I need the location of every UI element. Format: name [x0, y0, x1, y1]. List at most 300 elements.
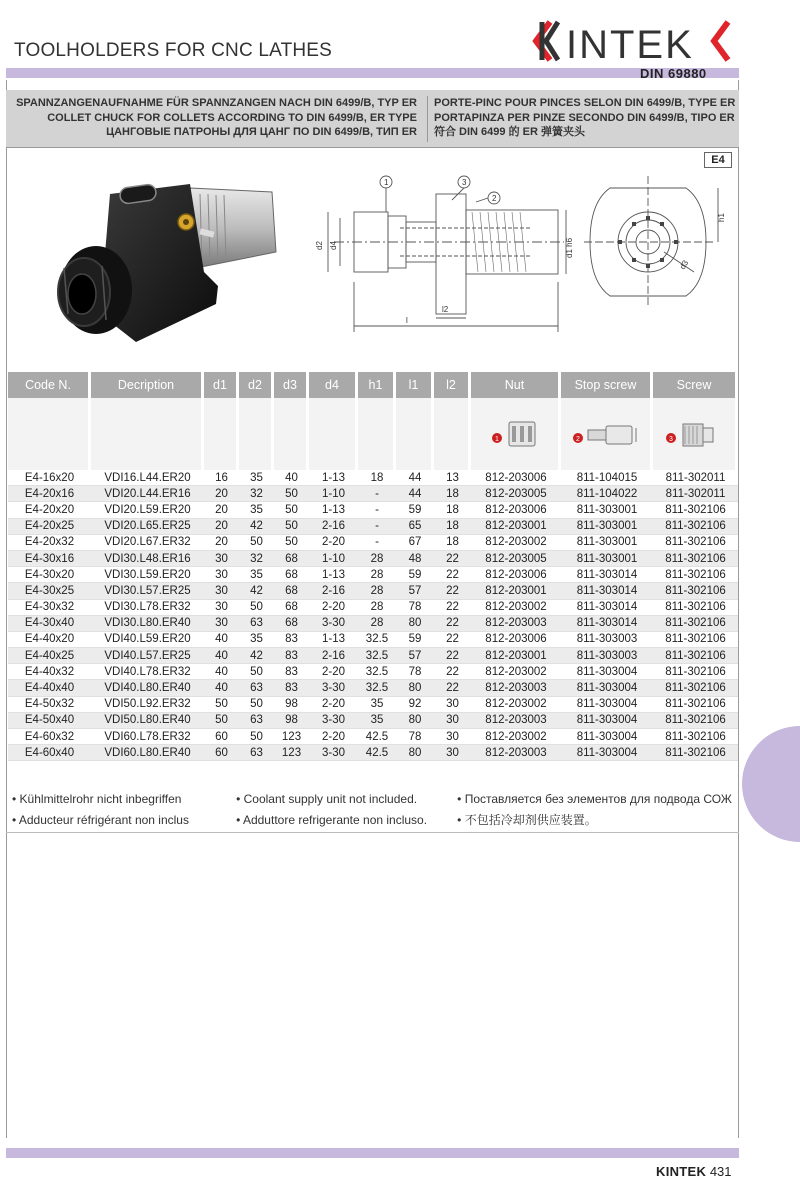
cell-d3: 83 [274, 680, 309, 696]
callout-3: 3 [462, 178, 467, 187]
parts-image-row [8, 398, 738, 470]
cell-nut: 812-203005 [471, 486, 561, 502]
cell-code: E4-30x40 [8, 616, 91, 632]
cell-l1: 80 [396, 616, 434, 632]
cell-code: E4-30x16 [8, 551, 91, 567]
side-section-tab[interactable] [742, 726, 800, 842]
cell-d1: 50 [204, 697, 239, 713]
table-row [8, 502, 738, 518]
cell-h1: - [358, 535, 396, 551]
top-accent-band [6, 68, 739, 78]
callout-2: 2 [492, 194, 497, 203]
cell-stop-screw: 811-303001 [561, 551, 653, 567]
cell-d1: 20 [204, 519, 239, 535]
table-row [8, 713, 738, 729]
cell-nut: 812-203006 [471, 502, 561, 518]
cell-d1: 16 [204, 470, 239, 486]
cell-d4: 3-30 [309, 680, 358, 696]
cell-screw: 811-302106 [653, 648, 738, 664]
cell-nut: 812-203002 [471, 535, 561, 551]
cell-d4: 2-20 [309, 729, 358, 745]
cell-d1: 60 [204, 729, 239, 745]
section-tag: E4 [704, 152, 732, 168]
cell-stop-screw: 811-303004 [561, 713, 653, 729]
description-it: PORTAPINZA PER PINZE SECONDO DIN 6499/B, TIPO ER [434, 111, 735, 124]
table-row [8, 551, 738, 567]
dim-l2: l2 [442, 305, 449, 314]
table-row [8, 664, 738, 680]
nut-part-image [485, 416, 545, 450]
cell-d3: 123 [274, 729, 309, 745]
cell-description: VDI40.L80.ER40 [91, 680, 204, 696]
cell-screw: 811-302106 [653, 600, 738, 616]
cell-screw: 811-302106 [653, 502, 738, 518]
table-row [8, 632, 738, 648]
cell-d4: 2-20 [309, 600, 358, 616]
cell-description: VDI40.L57.ER25 [91, 648, 204, 664]
cell-code: E4-60x32 [8, 729, 91, 745]
cell-screw: 811-302106 [653, 632, 738, 648]
cell-stop-screw: 811-303001 [561, 502, 653, 518]
cell-nut: 812-203006 [471, 470, 561, 486]
cell-stop-screw: 811-303004 [561, 729, 653, 745]
cell-screw: 811-302106 [653, 745, 738, 761]
col-screw: Screw [653, 372, 738, 398]
marker-1-label: 1 [494, 435, 499, 443]
col-d2: d2 [239, 372, 274, 398]
cell-description: VDI20.L44.ER16 [91, 486, 204, 502]
cell-screw: 811-302106 [653, 616, 738, 632]
cell-stop-screw: 811-303014 [561, 567, 653, 583]
cell-d4: 1-10 [309, 551, 358, 567]
cell-l1: 44 [396, 470, 434, 486]
cell-code: E4-50x40 [8, 713, 91, 729]
cell-code: E4-16x20 [8, 470, 91, 486]
dim-h1: h1 [717, 213, 726, 222]
cell-description: VDI20.L59.ER20 [91, 502, 204, 518]
cell-l2: 30 [434, 697, 471, 713]
cell-l2: 13 [434, 470, 471, 486]
cell-l1: 57 [396, 648, 434, 664]
cell-l2: 18 [434, 519, 471, 535]
cell-d2: 42 [239, 583, 274, 599]
table-row [8, 616, 738, 632]
cell-description: VDI30.L78.ER32 [91, 600, 204, 616]
cell-stop-screw: 811-303004 [561, 664, 653, 680]
cell-stop-screw: 811-303014 [561, 616, 653, 632]
cell-l1: 65 [396, 519, 434, 535]
cell-h1: - [358, 519, 396, 535]
cell-stop-screw: 811-303014 [561, 600, 653, 616]
cell-stop-screw: 811-303004 [561, 697, 653, 713]
cell-h1: 32.5 [358, 664, 396, 680]
cell-description: VDI30.L57.ER25 [91, 583, 204, 599]
notes-row-1 [12, 788, 736, 809]
cell-d3: 83 [274, 648, 309, 664]
cell-nut: 812-203006 [471, 567, 561, 583]
cell-code: E4-30x32 [8, 600, 91, 616]
cell-screw: 811-302106 [653, 713, 738, 729]
cell-d1: 40 [204, 664, 239, 680]
table-header-row [8, 372, 738, 398]
cell-description: VDI16.L44.ER20 [91, 470, 204, 486]
cell-l2: 30 [434, 713, 471, 729]
cell-d2: 35 [239, 632, 274, 648]
cell-d1: 30 [204, 583, 239, 599]
kintek-logo [532, 18, 732, 64]
cell-code: E4-20x20 [8, 502, 91, 518]
cell-code: E4-50x32 [8, 697, 91, 713]
table-row [8, 567, 738, 583]
cell-d3: 83 [274, 664, 309, 680]
cell-l2: 22 [434, 567, 471, 583]
cell-d3: 68 [274, 616, 309, 632]
dim-d3: d3 [677, 258, 691, 271]
cell-l1: 67 [396, 535, 434, 551]
cell-d4: 2-20 [309, 697, 358, 713]
cell-screw: 811-302106 [653, 551, 738, 567]
col-d4: d4 [309, 372, 358, 398]
stop-screw-part-image [566, 416, 646, 450]
description-divider [427, 96, 428, 142]
marker-3-label: 3 [669, 435, 673, 443]
cell-stop-screw: 811-104015 [561, 470, 653, 486]
cell-stop-screw: 811-303003 [561, 648, 653, 664]
spec-table-grid [8, 372, 738, 761]
dim-l: l [406, 316, 408, 325]
cell-l1: 92 [396, 697, 434, 713]
description-header [6, 90, 739, 148]
col-l2: l2 [434, 372, 471, 398]
cell-l2: 22 [434, 648, 471, 664]
cell-d4: 2-20 [309, 535, 358, 551]
cell-nut: 812-203001 [471, 648, 561, 664]
cell-screw: 811-302106 [653, 664, 738, 680]
cell-l2: 18 [434, 486, 471, 502]
note-de: • Kühlmittelrohr nicht inbegriffen [12, 791, 182, 806]
cell-d2: 63 [239, 680, 274, 696]
table-row [8, 600, 738, 616]
cell-l2: 30 [434, 729, 471, 745]
cell-stop-screw: 811-303004 [561, 680, 653, 696]
cell-screw: 811-302106 [653, 697, 738, 713]
nut-part-cell [471, 398, 561, 470]
cell-description: VDI50.L80.ER40 [91, 713, 204, 729]
note-zh: • 不包括冷却剂供应装置。 [457, 813, 597, 827]
cell-h1: 28 [358, 583, 396, 599]
cell-nut: 812-203001 [471, 583, 561, 599]
cell-d3: 50 [274, 519, 309, 535]
cell-stop-screw: 811-303004 [561, 745, 653, 761]
cell-stop-screw: 811-303014 [561, 583, 653, 599]
cell-l2: 22 [434, 600, 471, 616]
cell-nut: 812-203002 [471, 600, 561, 616]
cell-d1: 40 [204, 648, 239, 664]
cell-d3: 123 [274, 745, 309, 761]
cell-d1: 40 [204, 680, 239, 696]
col-d3: d3 [274, 372, 309, 398]
table-row [8, 648, 738, 664]
cell-code: E4-40x40 [8, 680, 91, 696]
cell-nut: 812-203003 [471, 680, 561, 696]
cell-d2: 50 [239, 600, 274, 616]
cell-d4: 1-10 [309, 486, 358, 502]
cell-nut: 812-203003 [471, 713, 561, 729]
col-description: Decription [91, 372, 204, 398]
table-row [8, 486, 738, 502]
table-row [8, 697, 738, 713]
col-stop-screw: Stop screw [561, 372, 653, 398]
cell-description: VDI20.L67.ER32 [91, 535, 204, 551]
cell-l2: 22 [434, 680, 471, 696]
cell-d2: 32 [239, 551, 274, 567]
cell-nut: 812-203003 [471, 745, 561, 761]
cell-description: VDI20.L65.ER25 [91, 519, 204, 535]
dim-d4: d4 [329, 241, 338, 250]
cell-l1: 78 [396, 729, 434, 745]
cell-d4: 2-16 [309, 519, 358, 535]
cell-d1: 40 [204, 632, 239, 648]
cell-d3: 68 [274, 583, 309, 599]
cell-description: VDI30.L59.ER20 [91, 567, 204, 583]
toolholder-photo [40, 164, 300, 364]
cell-h1: - [358, 502, 396, 518]
cell-h1: - [358, 486, 396, 502]
svg-text:INTEK: INTEK [566, 23, 694, 64]
cell-screw: 811-302011 [653, 470, 738, 486]
cell-d3: 50 [274, 502, 309, 518]
cell-d1: 50 [204, 713, 239, 729]
note-en: • Coolant supply unit not included. [236, 791, 418, 806]
page-title: TOOLHOLDERS FOR CNC LATHES [14, 40, 333, 61]
cell-screw: 811-302106 [653, 519, 738, 535]
cell-l2: 22 [434, 583, 471, 599]
cell-stop-screw: 811-303001 [561, 535, 653, 551]
cell-d2: 35 [239, 470, 274, 486]
cell-d1: 20 [204, 535, 239, 551]
cell-description: VDI50.L92.ER32 [91, 697, 204, 713]
cell-h1: 32.5 [358, 680, 396, 696]
cell-l1: 59 [396, 567, 434, 583]
cell-h1: 18 [358, 470, 396, 486]
cell-h1: 28 [358, 600, 396, 616]
cell-l2: 18 [434, 502, 471, 518]
cell-l2: 18 [434, 535, 471, 551]
stop-screw-part-cell [561, 398, 653, 470]
cell-d2: 42 [239, 519, 274, 535]
page-number: 431 [709, 1164, 732, 1179]
dim-d1: d1 h6 [565, 237, 574, 258]
cell-l1: 48 [396, 551, 434, 567]
description-left [16, 96, 417, 140]
cell-d4: 1-13 [309, 632, 358, 648]
screw-part-image [659, 416, 729, 450]
dim-d2: d2 [315, 241, 324, 250]
table-row [8, 583, 738, 599]
col-code: Code N. [8, 372, 91, 398]
cell-code: E4-40x25 [8, 648, 91, 664]
cell-d4: 1-13 [309, 470, 358, 486]
cell-l2: 22 [434, 664, 471, 680]
col-d1: d1 [204, 372, 239, 398]
cell-stop-screw: 811-104022 [561, 486, 653, 502]
cell-d4: 3-30 [309, 745, 358, 761]
note-ru: • Поставляется без элементов для подвода СОЖ [457, 791, 732, 806]
cell-h1: 32.5 [358, 648, 396, 664]
cell-d1: 20 [204, 486, 239, 502]
cell-description: VDI40.L59.ER20 [91, 632, 204, 648]
cell-h1: 28 [358, 616, 396, 632]
table-row [8, 535, 738, 551]
cell-d2: 63 [239, 616, 274, 632]
description-en: COLLET CHUCK FOR COLLETS ACCORDING TO DIN 6499/B, ER TYPE [47, 111, 417, 124]
cell-d3: 40 [274, 470, 309, 486]
cell-code: E4-30x25 [8, 583, 91, 599]
cell-description: VDI60.L78.ER32 [91, 729, 204, 745]
marker-2-label: 2 [575, 435, 580, 443]
cell-d1: 30 [204, 567, 239, 583]
cell-d4: 3-30 [309, 616, 358, 632]
page-frame-right [738, 80, 739, 1138]
cell-d4: 2-16 [309, 583, 358, 599]
table-row [8, 745, 738, 761]
cell-d2: 63 [239, 713, 274, 729]
cell-nut: 812-203006 [471, 632, 561, 648]
page-frame-left [6, 80, 7, 1138]
cell-d3: 68 [274, 600, 309, 616]
cell-l2: 22 [434, 551, 471, 567]
cell-nut: 812-203002 [471, 664, 561, 680]
cell-nut: 812-203005 [471, 551, 561, 567]
spec-table [8, 372, 738, 761]
cell-description: VDI40.L78.ER32 [91, 664, 204, 680]
cell-nut: 812-203003 [471, 616, 561, 632]
cell-d3: 50 [274, 535, 309, 551]
cell-description: VDI60.L80.ER40 [91, 745, 204, 761]
col-nut: Nut [471, 372, 561, 398]
cell-l1: 78 [396, 600, 434, 616]
cell-d2: 50 [239, 729, 274, 745]
cell-screw: 811-302106 [653, 680, 738, 696]
col-l1: l1 [396, 372, 434, 398]
notes [12, 788, 736, 830]
cell-d3: 68 [274, 551, 309, 567]
cell-description: VDI30.L48.ER16 [91, 551, 204, 567]
cell-d2: 42 [239, 648, 274, 664]
description-ru: ЦАНГОВЫЕ ПАТРОНЫ ДЛЯ ЦАНГ ПО DIN 6499/B, ТИП ER [106, 126, 417, 138]
cell-code: E4-30x20 [8, 567, 91, 583]
cell-d3: 83 [274, 632, 309, 648]
cell-l1: 59 [396, 502, 434, 518]
cell-code: E4-60x40 [8, 745, 91, 761]
cell-screw: 811-302106 [653, 729, 738, 745]
cell-d3: 68 [274, 567, 309, 583]
table-row [8, 470, 738, 486]
cell-d1: 60 [204, 745, 239, 761]
description-de: SPANNZANGENAUFNAHME FÜR SPANNZANGEN NACH DIN 6499/B, TYP ER [16, 97, 417, 109]
footer [656, 1164, 732, 1179]
cell-l2: 22 [434, 616, 471, 632]
cell-d2: 63 [239, 745, 274, 761]
table-row [8, 519, 738, 535]
cell-d1: 30 [204, 551, 239, 567]
cell-l1: 44 [396, 486, 434, 502]
cell-screw: 811-302106 [653, 567, 738, 583]
cell-d3: 98 [274, 713, 309, 729]
note-it: • Adduttore refrigerante non incluso. [236, 812, 428, 827]
notes-divider [6, 832, 739, 833]
cell-d2: 35 [239, 567, 274, 583]
cell-h1: 28 [358, 567, 396, 583]
cell-d4: 2-16 [309, 648, 358, 664]
col-h1: h1 [358, 372, 396, 398]
cell-l2: 30 [434, 745, 471, 761]
screw-part-cell [653, 398, 738, 470]
callout-1: 1 [384, 178, 389, 187]
footer-brand: KINTEK [656, 1164, 707, 1179]
cell-l1: 80 [396, 680, 434, 696]
table-row [8, 680, 738, 696]
cell-h1: 42.5 [358, 745, 396, 761]
cell-l1: 80 [396, 713, 434, 729]
cell-l1: 78 [396, 664, 434, 680]
cell-h1: 32.5 [358, 632, 396, 648]
cell-screw: 811-302106 [653, 535, 738, 551]
cell-d1: 20 [204, 502, 239, 518]
technical-drawing [314, 172, 734, 342]
cell-d4: 2-20 [309, 664, 358, 680]
cell-stop-screw: 811-303001 [561, 519, 653, 535]
cell-d2: 50 [239, 697, 274, 713]
cell-d3: 98 [274, 697, 309, 713]
cell-h1: 42.5 [358, 729, 396, 745]
cell-screw: 811-302011 [653, 486, 738, 502]
cell-code: E4-20x25 [8, 519, 91, 535]
description-zh: 符合 DIN 6499 的 ER 弹簧夹头 [434, 126, 585, 138]
cell-d2: 50 [239, 664, 274, 680]
cell-code: E4-20x32 [8, 535, 91, 551]
cell-l1: 57 [396, 583, 434, 599]
notes-row-2 [12, 809, 736, 830]
cell-d4: 1-13 [309, 567, 358, 583]
cell-stop-screw: 811-303003 [561, 632, 653, 648]
cell-code: E4-20x16 [8, 486, 91, 502]
standard-badge: DIN 69880 [640, 66, 707, 81]
cell-nut: 812-203002 [471, 697, 561, 713]
cell-d1: 30 [204, 616, 239, 632]
cell-description: VDI30.L80.ER40 [91, 616, 204, 632]
cell-h1: 35 [358, 713, 396, 729]
cell-d1: 30 [204, 600, 239, 616]
cell-code: E4-40x20 [8, 632, 91, 648]
cell-l2: 22 [434, 632, 471, 648]
cell-h1: 28 [358, 551, 396, 567]
cell-d2: 50 [239, 535, 274, 551]
cell-code: E4-40x32 [8, 664, 91, 680]
description-fr: PORTE-PINC POUR PINCES SELON DIN 6499/B, TYPE ER [434, 97, 736, 109]
cell-h1: 35 [358, 697, 396, 713]
cell-nut: 812-203002 [471, 729, 561, 745]
description-right [434, 96, 735, 140]
cell-l1: 59 [396, 632, 434, 648]
cell-d4: 1-13 [309, 502, 358, 518]
cell-d3: 50 [274, 486, 309, 502]
bottom-accent-band [6, 1148, 739, 1158]
cell-l1: 80 [396, 745, 434, 761]
cell-nut: 812-203001 [471, 519, 561, 535]
cell-d4: 3-30 [309, 713, 358, 729]
cell-d2: 32 [239, 486, 274, 502]
